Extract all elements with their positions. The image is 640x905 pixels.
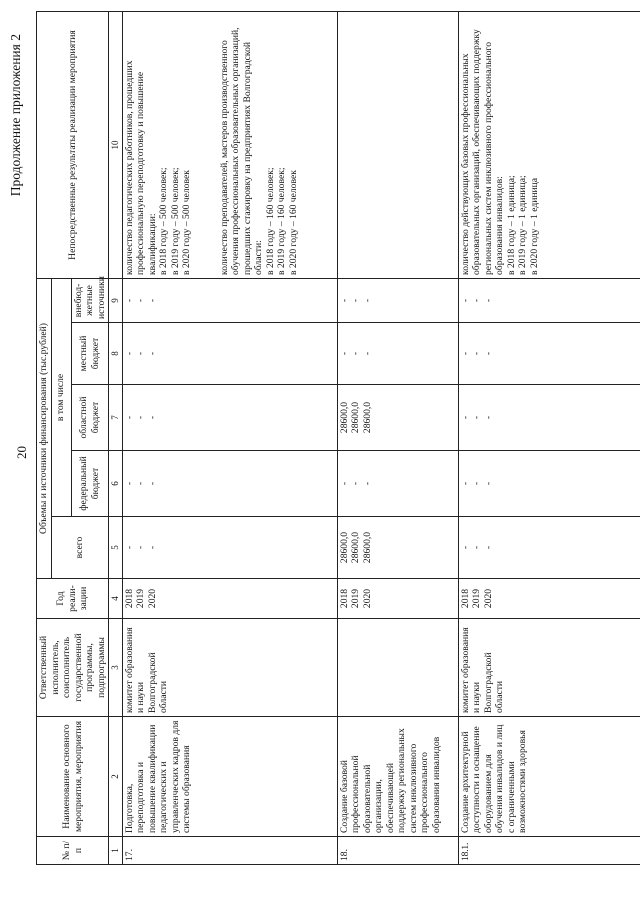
year: 2018 <box>338 588 350 609</box>
header-results: Непосредственные результаты реализации мероприятия <box>37 11 109 278</box>
value: - <box>482 545 494 550</box>
col-number: 9 <box>109 278 123 322</box>
value: - <box>146 351 158 356</box>
col-number: 4 <box>109 579 123 619</box>
year: 2019 <box>471 588 483 609</box>
header-year: Год реали- зации <box>37 579 109 619</box>
col-number: 6 <box>109 451 123 517</box>
total-cell <box>458 517 640 579</box>
extra-cell <box>337 278 458 322</box>
result-line: в 2020 году – 500 человек <box>181 170 193 275</box>
header-row-1 <box>37 11 52 864</box>
value: - <box>459 481 471 486</box>
value: 28600,0 <box>338 531 350 564</box>
value: - <box>471 481 483 486</box>
value: - <box>482 351 494 356</box>
result-intro: количество педагогических работников, прошедших профессиональную переподготовку и повышение квалификации: <box>123 60 158 275</box>
result-line: в 2020 году – 160 человек <box>287 170 299 275</box>
header-regional: областной бюджет <box>71 385 109 451</box>
value: - <box>482 481 494 486</box>
value: - <box>338 298 350 303</box>
value: - <box>135 481 147 486</box>
federal-cell <box>122 451 337 517</box>
column-number-row <box>109 11 123 864</box>
activity-name: Подготовка, переподготовка и повышение квалификации педагогических и управленческих кадров для системы образования <box>122 717 337 837</box>
table-row <box>458 11 640 864</box>
activity-name: Создание базовой профессиональной образовательной организации, обеспечивающей поддержку региональных систем инклюзивного профессионального образования инвалидов <box>337 717 458 837</box>
value: 28600,0 <box>350 531 362 564</box>
header-federal: федеральный бюджет <box>71 451 109 517</box>
value: - <box>146 481 158 486</box>
year: 2020 <box>482 588 494 609</box>
value: - <box>482 415 494 420</box>
header-local: местный бюджет <box>71 323 109 385</box>
value: - <box>471 415 483 420</box>
value: - <box>146 298 158 303</box>
executor: комитет образования и науки Волгоградской области <box>122 619 337 717</box>
value: 28600,0 <box>361 401 373 434</box>
value: - <box>459 545 471 550</box>
value: - <box>338 351 350 356</box>
col-number: 10 <box>109 11 123 278</box>
result-line: в 2018 году – 500 человек; <box>158 167 170 275</box>
value: - <box>459 415 471 420</box>
program-table <box>36 11 640 865</box>
result-line: в 2019 году – 500 человек; <box>169 167 181 275</box>
value: - <box>361 481 373 486</box>
value: 28600,0 <box>338 401 350 434</box>
year: 2018 <box>123 588 135 609</box>
result-line: в 2018 году – 160 человек; <box>264 167 276 275</box>
year: 2020 <box>361 588 373 609</box>
value: - <box>471 298 483 303</box>
col-number: 5 <box>109 517 123 579</box>
col-number: 2 <box>109 717 123 837</box>
header-funding-group: Объемы и источники финансирования (тыс.рублей) <box>37 278 52 578</box>
value: - <box>123 545 135 550</box>
value: - <box>471 545 483 550</box>
value: 28600,0 <box>350 401 362 434</box>
result-line: в 2020 году – 1 единица <box>528 177 540 275</box>
header-extra: внебюд- жетные источники <box>71 278 109 322</box>
extra-cell <box>122 278 337 322</box>
value: - <box>123 298 135 303</box>
page-number: 20 <box>14 446 29 459</box>
value: - <box>123 481 135 486</box>
total-cell <box>122 517 337 579</box>
regional-cell <box>337 385 458 451</box>
row-number: 18. <box>337 837 458 865</box>
col-number: 7 <box>109 385 123 451</box>
value: - <box>361 298 373 303</box>
value: - <box>471 351 483 356</box>
result-line: в 2018 году – 1 единица; <box>505 175 517 275</box>
regional-cell <box>458 385 640 451</box>
federal-cell <box>458 451 640 517</box>
value: - <box>350 481 362 486</box>
federal-cell <box>337 451 458 517</box>
col-number: 1 <box>109 837 123 865</box>
regional-cell <box>122 385 337 451</box>
local-cell <box>122 323 337 385</box>
value: - <box>123 415 135 420</box>
year: 2018 <box>459 588 471 609</box>
activity-name: Создание архитектурной доступности и оснащение оборудованием для обучения инвалидов и лиц с ограниченными возможностями здоровья <box>458 717 640 837</box>
header-subgroup: в том числе <box>51 278 71 516</box>
header-executor: Ответственный исполнитель, соисполнитель государственной программы, подпрограммы <box>37 619 109 717</box>
results-cell <box>122 11 337 278</box>
table-row <box>122 11 337 864</box>
header-total: всего <box>51 517 109 579</box>
header-num: № п/п <box>37 837 109 865</box>
extra-cell <box>458 278 640 322</box>
value: - <box>482 298 494 303</box>
value: - <box>146 545 158 550</box>
results-cell <box>337 11 458 278</box>
value: - <box>350 351 362 356</box>
executor: комитет образования и науки Волгоградской области <box>458 619 640 717</box>
value: - <box>459 298 471 303</box>
value: - <box>135 298 147 303</box>
appendix-title: Продолжение приложения 2 <box>8 34 23 197</box>
total-cell <box>337 517 458 579</box>
col-number: 8 <box>109 323 123 385</box>
years-cell <box>122 579 337 619</box>
year: 2019 <box>135 588 147 609</box>
year: 2019 <box>350 588 362 609</box>
value: - <box>135 415 147 420</box>
table-row <box>337 11 458 864</box>
local-cell <box>337 323 458 385</box>
value: - <box>338 481 350 486</box>
row-number: 18.1. <box>458 837 640 865</box>
years-cell <box>337 579 458 619</box>
value: 28600,0 <box>361 531 373 564</box>
value: - <box>459 351 471 356</box>
years-cell <box>458 579 640 619</box>
header-name: Наименование основного мероприятия, мероприятия <box>37 717 109 837</box>
result-line: в 2019 году – 1 единица; <box>517 175 529 275</box>
result-intro: количество преподавателей, мастеров производственного обучения профессиональных образовательных организаций, прошедших стажировку на предприятиях Волгоградской области: <box>218 27 265 275</box>
value: - <box>146 415 158 420</box>
result-line: в 2019 году – 160 человек; <box>276 167 288 275</box>
results-cell <box>458 11 640 278</box>
row-number: 17. <box>122 837 337 865</box>
value: - <box>361 351 373 356</box>
result-intro: количество действующих базовых профессиональных образовательных организаций, обеспечивающих поддержку региональных систем инклюзивного профессионального образования инвалидов: <box>459 29 506 275</box>
value: - <box>135 545 147 550</box>
executor <box>337 619 458 717</box>
col-number: 3 <box>109 619 123 717</box>
local-cell <box>458 323 640 385</box>
value: - <box>350 298 362 303</box>
value: - <box>123 351 135 356</box>
value: - <box>135 351 147 356</box>
year: 2020 <box>146 588 158 609</box>
